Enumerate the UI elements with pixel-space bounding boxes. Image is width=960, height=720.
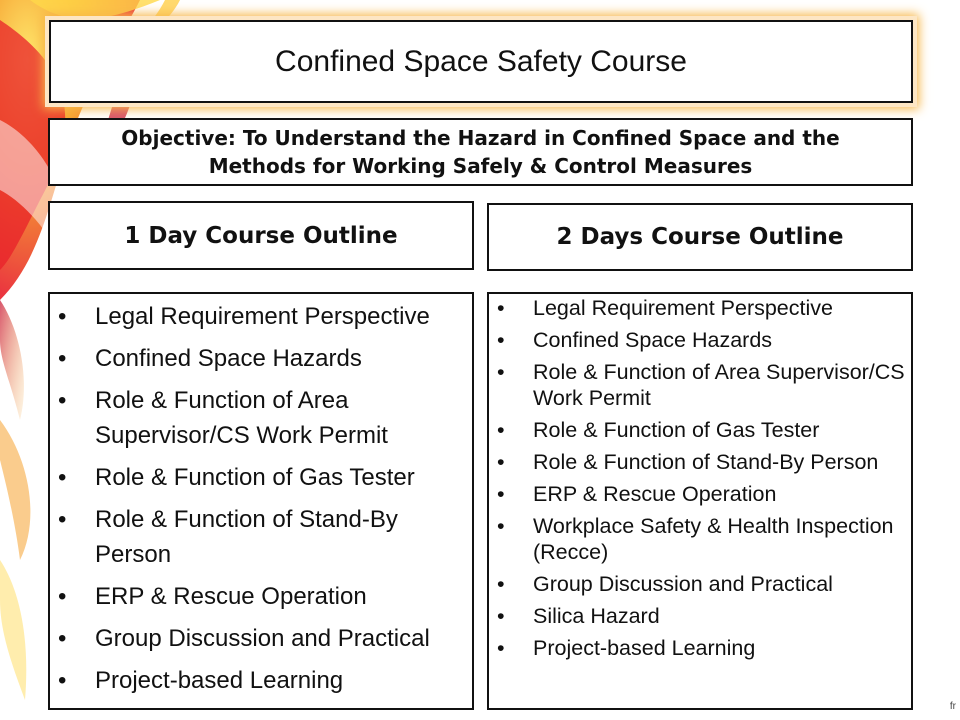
course-1-heading-box xyxy=(48,201,474,270)
objective-box xyxy=(48,118,913,186)
list-item: • Silica Hazard xyxy=(533,603,911,629)
course-2-outline-box xyxy=(487,292,913,710)
course-1-outline-list xyxy=(50,294,472,698)
course-2-outline-list xyxy=(489,294,911,661)
list-item: • Confined Space Hazards xyxy=(95,341,472,376)
objective-line-1: Objective: To Understand the Hazard in Confined Space and the xyxy=(121,126,840,150)
list-item: • Role & Function of Gas Tester xyxy=(533,417,911,443)
list-item: • ERP & Rescue Operation xyxy=(95,579,472,614)
list-item: • Legal Requirement Perspective xyxy=(95,299,472,334)
list-item: • Role & Function of Stand-By Person xyxy=(533,449,911,475)
list-item: • Confined Space Hazards xyxy=(533,327,911,353)
footer-mark: fr xyxy=(949,701,956,712)
list-item: • Role & Function of Stand-By Person xyxy=(95,502,472,572)
list-item: • Group Discussion and Practical xyxy=(533,571,911,597)
list-item: • ERP & Rescue Operation xyxy=(533,481,911,507)
list-item: • Role & Function of Gas Tester xyxy=(95,460,472,495)
list-item: • Legal Requirement Perspective xyxy=(533,295,911,321)
course-1-heading: 1 Day Course Outline xyxy=(124,222,398,249)
objective-line-2: Methods for Working Safely & Control Measures xyxy=(208,154,753,178)
objective-text xyxy=(121,124,839,180)
slide-title: Confined Space Safety Course xyxy=(275,44,687,78)
list-item: • Role & Function of Area Supervisor/CS Work Permit xyxy=(533,359,911,411)
list-item: • Workplace Safety & Health Inspection (Recce) xyxy=(533,513,911,565)
course-2-heading-box xyxy=(487,203,913,271)
course-1-outline-box xyxy=(48,292,474,710)
list-item: • Group Discussion and Practical xyxy=(95,621,472,656)
list-item: • Project-based Learning xyxy=(533,635,911,661)
list-item: • Role & Function of Area Supervisor/CS Work Permit xyxy=(95,383,472,453)
list-item: • Project-based Learning xyxy=(95,663,472,698)
title-box xyxy=(49,20,913,103)
course-2-heading: 2 Days Course Outline xyxy=(556,224,844,250)
